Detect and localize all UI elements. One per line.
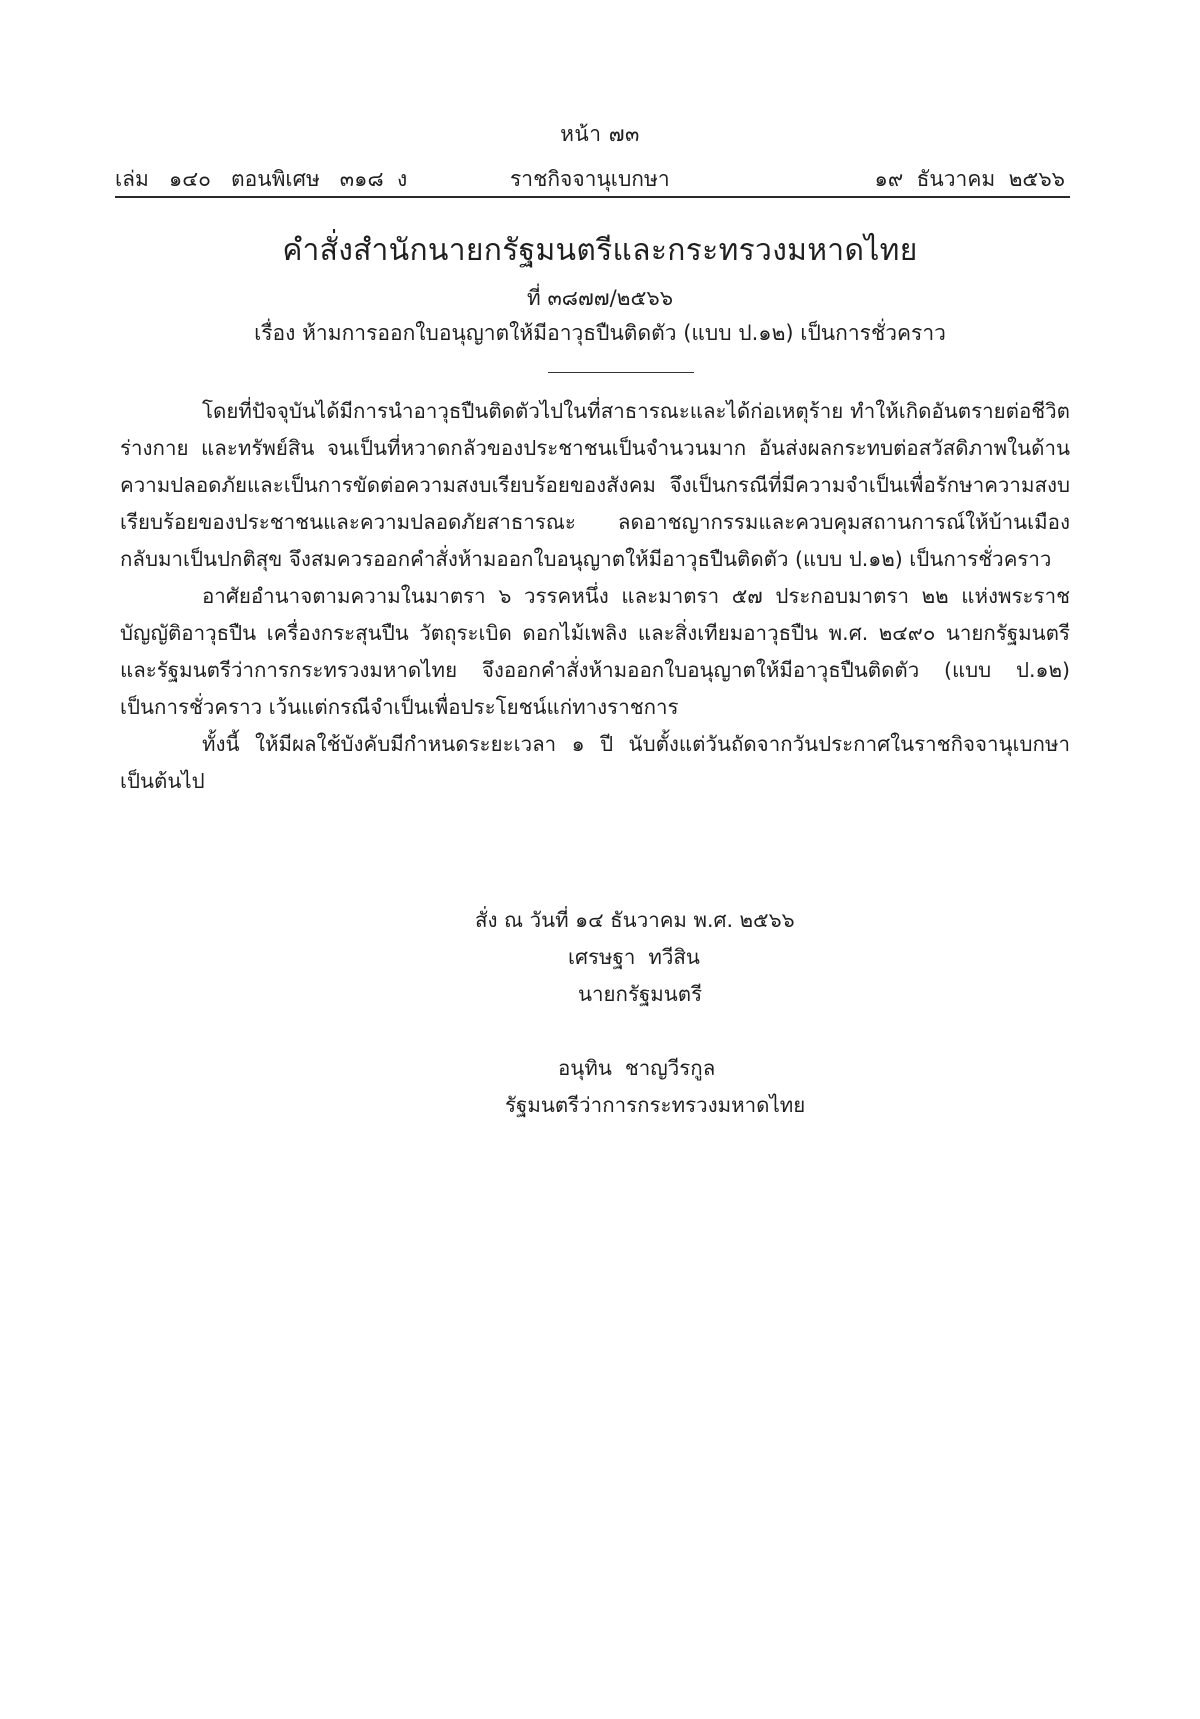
- given-date: สั่ง ณ วันที่ ๑๔ ธันวาคม พ.ศ. ๒๕๖๖: [475, 908, 795, 932]
- order-number: ที่ ๓๘๗๗/๒๕๖๖: [526, 286, 674, 310]
- signer-1-title: นายกรัฐมนตรี: [578, 982, 703, 1006]
- document-body: [120, 393, 1070, 800]
- signer-1-name: เศรษฐา ทวีสิน: [568, 945, 700, 969]
- body-paragraph-3: ทั้งนี้ ให้มีผลใช้บังคับมีกำหนดระยะเวลา ๑ ปี นับตั้งแต่วันถัดจากวันประกาศในราชกิจจานุเบกษาเป็นต้นไป: [120, 732, 1070, 793]
- page-number: หน้า ๗๓: [560, 122, 640, 146]
- publication-date: ๑๙ ธันวาคม ๒๕๖๖: [874, 167, 1065, 191]
- document-subject: เรื่อง ห้ามการออกใบอนุญาตให้มีอาวุธปืนติดตัว (แบบ ป.๑๒) เป็นการชั่วคราว: [254, 321, 946, 345]
- document-title: คำสั่งสำนักนายกรัฐมนตรีและกระทรวงมหาดไทย: [282, 233, 918, 268]
- volume-issue: เล่ม ๑๔๐ ตอนพิเศษ ๓๑๘ ง: [115, 167, 408, 191]
- publication-name: ราชกิจจานุเบกษา: [510, 167, 670, 191]
- signer-2-name: อนุทิน ชาญวีรกูล: [558, 1056, 716, 1080]
- gazette-header: [115, 163, 1065, 193]
- title-divider: [548, 372, 694, 373]
- header-divider: [115, 196, 1070, 198]
- signer-2-title: รัฐมนตรีว่าการกระทรวงมหาดไทย: [505, 1093, 806, 1117]
- body-paragraph-2: อาศัยอำนาจตามความในมาตรา ๖ วรรคหนึ่ง และมาตรา ๕๗ ประกอบมาตรา ๒๒ แห่งพระราชบัญญัติอาวุธปืน เครื่องกระสุนปืน วัตถุระเบิด ดอกไม้เพลิง และสิ่งเทียมอาวุธปืน พ.ศ. ๒๔๙๐ นายกรัฐมนตรีและรัฐมนตรีว่าการกระทรวงมหาดไทย จึงออกคำสั่งห้ามออกใบอนุญาตให้มีอาวุธปืนติดตัว (แบบ ป.๑๒) เป็นการชั่วคราว เว้นแต่กรณีจำเป็นเพื่อประโยชน์แก่ทางราชการ: [120, 584, 1070, 719]
- body-paragraph-1: โดยที่ปัจจุบันได้มีการนำอาวุธปืนติดตัวไปในที่สาธารณะและได้ก่อเหตุร้าย ทำให้เกิดอันตรายต่อชีวิต ร่างกาย และทรัพย์สิน จนเป็นที่หวาดกลัวของประชาชนเป็นจำนวนมาก อันส่งผลกระทบต่อสวัสดิภาพในด้านความปลอดภัยและเป็นการขัดต่อความสงบเรียบร้อยของสังคม จึงเป็นกรณีที่มีความจำเป็นเพื่อรักษาความสงบเรียบร้อยของประชาชนและความปลอดภัยสาธารณะ ลดอาชญากรรมและควบคุมสถานการณ์ให้บ้านเมืองกลับมาเป็นปกติสุข จึงสมควรออกคำสั่งห้ามออกใบอนุญาตให้มีอาวุธปืนติดตัว (แบบ ป.๑๒) เป็นการชั่วคราว: [120, 399, 1070, 571]
